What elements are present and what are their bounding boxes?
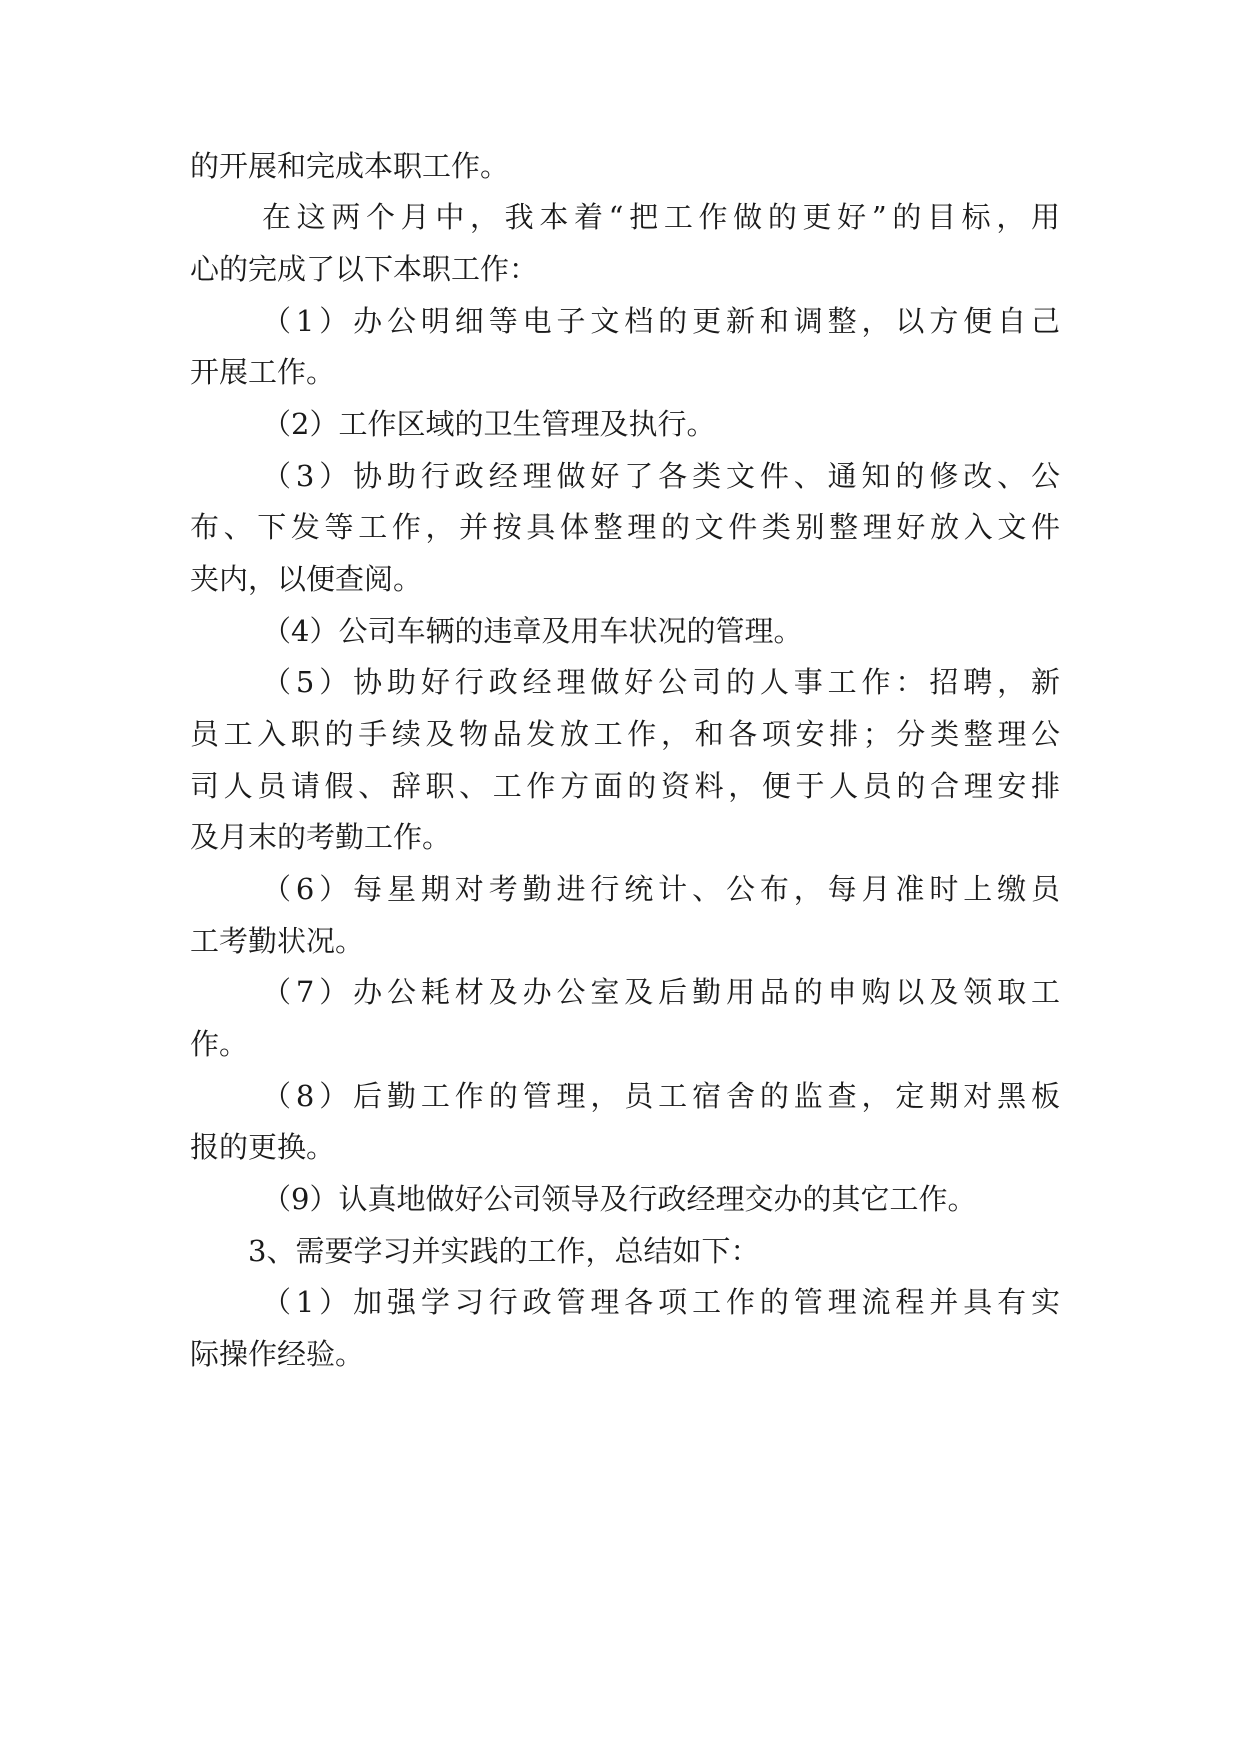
text-line-1: 的开展和完成本职工作。 — [190, 149, 510, 183]
text-line-4: （1）办公明细等电子文档的更新和调整，以方便自己 — [262, 304, 1060, 338]
text-line-8: 布、下发等工作，并按具体整理的文件类别整理好放入文件 — [190, 510, 1060, 544]
text-line-18: 作。 — [190, 1027, 249, 1061]
text-line-19: （8）后勤工作的管理，员工宿舍的监查，定期对黑板 — [262, 1079, 1060, 1113]
text-line-24: 际操作经验。 — [190, 1337, 365, 1371]
text-line-14: 及月末的考勤工作。 — [190, 820, 452, 854]
text-line-23: （1）加强学习行政管理各项工作的管理流程并具有实 — [262, 1285, 1060, 1319]
text-line-17: （7）办公耗材及办公室及后勤用品的申购以及领取工 — [262, 975, 1060, 1009]
text-line-15: （6）每星期对考勤进行统计、公布，每月准时上缴员 — [262, 872, 1060, 906]
text-line-11: （5）协助好行政经理做好公司的人事工作：招聘，新 — [262, 665, 1060, 699]
text-line-13: 司人员请假、辞职、工作方面的资料，便于人员的合理安排 — [190, 769, 1060, 803]
text-line-7: （3）协助行政经理做好了各类文件、通知的修改、公 — [262, 459, 1060, 493]
text-line-3: 心的完成了以下本职工作： — [190, 252, 539, 286]
text-line-21: （9）认真地做好公司领导及行政经理交办的其它工作。 — [262, 1182, 977, 1216]
text-line-12: 员工入职的手续及物品发放工作，和各项安排；分类整理公 — [190, 717, 1060, 751]
text-line-9: 夹内，以便查阅。 — [190, 562, 423, 596]
text-line-20: 报的更换。 — [190, 1130, 336, 1164]
text-line-6: （2）工作区域的卫生管理及执行。 — [262, 407, 716, 441]
text-line-16: 工考勤状况。 — [190, 924, 365, 958]
text-line-2: 在这两个月中，我本着“把工作做的更好”的目标，用 — [262, 200, 1060, 234]
text-line-5: 开展工作。 — [190, 355, 336, 389]
section-heading: 3、需要学习并实践的工作，总结如下： — [248, 1234, 760, 1268]
text-line-10: （4）公司车辆的违章及用车状况的管理。 — [262, 614, 803, 648]
